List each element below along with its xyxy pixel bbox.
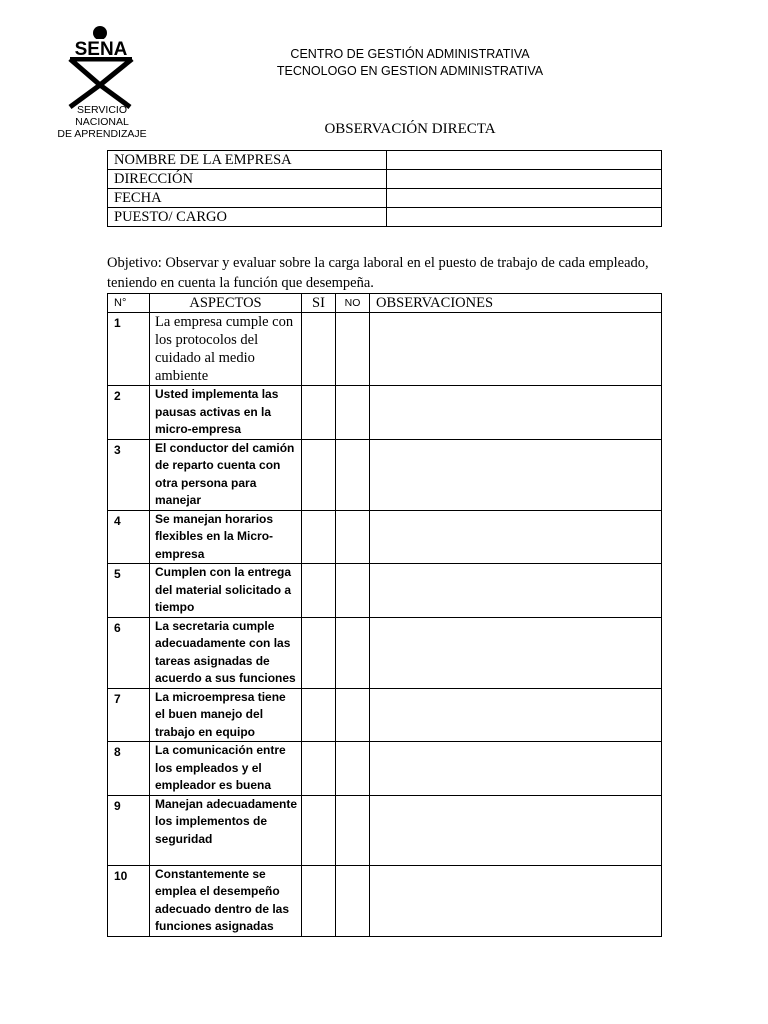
aspect-number: 4 <box>108 510 150 564</box>
si-check-cell[interactable] <box>302 688 336 742</box>
observations-cell[interactable] <box>370 439 662 510</box>
info-value-field[interactable] <box>387 151 662 170</box>
observations-cell[interactable] <box>370 386 662 440</box>
logo-caption <box>50 104 154 140</box>
aspect-row <box>108 564 662 618</box>
info-label: FECHA <box>108 189 387 208</box>
header-observations: OBSERVACIONES <box>370 294 662 313</box>
logo-caption-line1: SERVICIO NACIONAL <box>75 104 129 128</box>
si-check-cell[interactable] <box>302 386 336 440</box>
observations-cell[interactable] <box>370 564 662 618</box>
observations-cell[interactable] <box>370 742 662 796</box>
aspect-number: 6 <box>108 617 150 688</box>
aspect-number: 8 <box>108 742 150 796</box>
observations-cell[interactable] <box>370 795 662 865</box>
aspect-row <box>108 795 662 865</box>
aspect-number: 3 <box>108 439 150 510</box>
observations-cell[interactable] <box>370 617 662 688</box>
logo-caption-line2: DE APRENDIZAJE <box>57 128 147 140</box>
objective-text: Objetivo: Observar y evaluar sobre la carga laboral en el puesto de trabajo de cada empleado, teniendo en cuenta la función que desempeña. <box>107 255 649 291</box>
observations-cell[interactable] <box>370 510 662 564</box>
info-row <box>108 170 662 189</box>
header-line2: TECNOLOGO EN GESTION ADMINISTRATIVA <box>276 64 544 78</box>
aspect-row <box>108 386 662 440</box>
info-row <box>108 189 662 208</box>
document-title: OBSERVACIÓN DIRECTA <box>324 121 496 137</box>
aspect-text: La microempresa tiene el buen manejo del trabajo en equipo <box>150 688 302 742</box>
info-row <box>108 151 662 170</box>
no-check-cell[interactable] <box>336 742 370 796</box>
no-check-cell[interactable] <box>336 510 370 564</box>
aspect-number: 5 <box>108 564 150 618</box>
si-check-cell[interactable] <box>302 510 336 564</box>
aspect-number: 7 <box>108 688 150 742</box>
no-check-cell[interactable] <box>336 564 370 618</box>
no-check-cell[interactable] <box>336 865 370 936</box>
info-label: DIRECCIÓN <box>108 170 387 189</box>
info-label: PUESTO/ CARGO <box>108 208 387 227</box>
aspect-text: La empresa cumple con los protocolos del cuidado al medio ambiente <box>150 313 302 386</box>
header-line1: CENTRO DE GESTIÓN ADMINISTRATIVA <box>290 47 530 61</box>
si-check-cell[interactable] <box>302 313 336 386</box>
si-check-cell[interactable] <box>302 795 336 865</box>
aspect-text: Se manejan horarios flexibles en la Micro-empresa <box>150 510 302 564</box>
observations-cell[interactable] <box>370 865 662 936</box>
aspect-row <box>108 313 662 386</box>
header-no: NO <box>336 294 370 313</box>
aspect-row <box>108 510 662 564</box>
aspect-text: Cumplen con la entrega del material solicitado a tiempo <box>150 564 302 618</box>
observations-cell[interactable] <box>370 313 662 386</box>
aspect-number: 1 <box>108 313 150 386</box>
no-check-cell[interactable] <box>336 795 370 865</box>
aspect-text: Manejan adecuadamente los implementos de seguridad <box>150 795 302 865</box>
header-aspects: ASPECTOS <box>150 294 302 313</box>
aspect-row <box>108 742 662 796</box>
aspect-number: 10 <box>108 865 150 936</box>
logo-wordmark: SENA <box>74 39 128 60</box>
aspects-header-row <box>108 294 662 313</box>
no-check-cell[interactable] <box>336 688 370 742</box>
si-check-cell[interactable] <box>302 439 336 510</box>
si-check-cell[interactable] <box>302 564 336 618</box>
aspect-number: 9 <box>108 795 150 865</box>
si-check-cell[interactable] <box>302 617 336 688</box>
aspect-text: Constantemente se emplea el desempeño adecuado dentro de las funciones asignadas <box>150 865 302 936</box>
no-check-cell[interactable] <box>336 313 370 386</box>
info-value-field[interactable] <box>387 170 662 189</box>
aspect-text: Usted implementa las pausas activas en la micro-empresa <box>150 386 302 440</box>
info-value-field[interactable] <box>387 208 662 227</box>
aspect-text: El conductor del camión de reparto cuenta con otra persona para manejar <box>150 439 302 510</box>
company-info-table <box>107 150 662 227</box>
si-check-cell[interactable] <box>302 742 336 796</box>
aspect-number: 2 <box>108 386 150 440</box>
info-value-field[interactable] <box>387 189 662 208</box>
header-si: SI <box>302 294 336 313</box>
aspects-table <box>107 293 662 937</box>
aspect-text: La secretaria cumple adecuadamente con las tareas asignadas de acuerdo a sus funciones <box>150 617 302 688</box>
info-row <box>108 208 662 227</box>
header-number: N° <box>108 294 150 313</box>
info-label: NOMBRE DE LA EMPRESA <box>108 151 387 170</box>
aspect-row <box>108 865 662 936</box>
si-check-cell[interactable] <box>302 865 336 936</box>
document-header <box>180 46 640 80</box>
no-check-cell[interactable] <box>336 386 370 440</box>
no-check-cell[interactable] <box>336 439 370 510</box>
aspect-row <box>108 439 662 510</box>
aspect-row <box>108 688 662 742</box>
aspect-row <box>108 617 662 688</box>
aspect-text: La comunicación entre los empleados y el empleador es buena <box>150 742 302 796</box>
no-check-cell[interactable] <box>336 617 370 688</box>
logo-head-circle <box>93 26 107 40</box>
observations-cell[interactable] <box>370 688 662 742</box>
